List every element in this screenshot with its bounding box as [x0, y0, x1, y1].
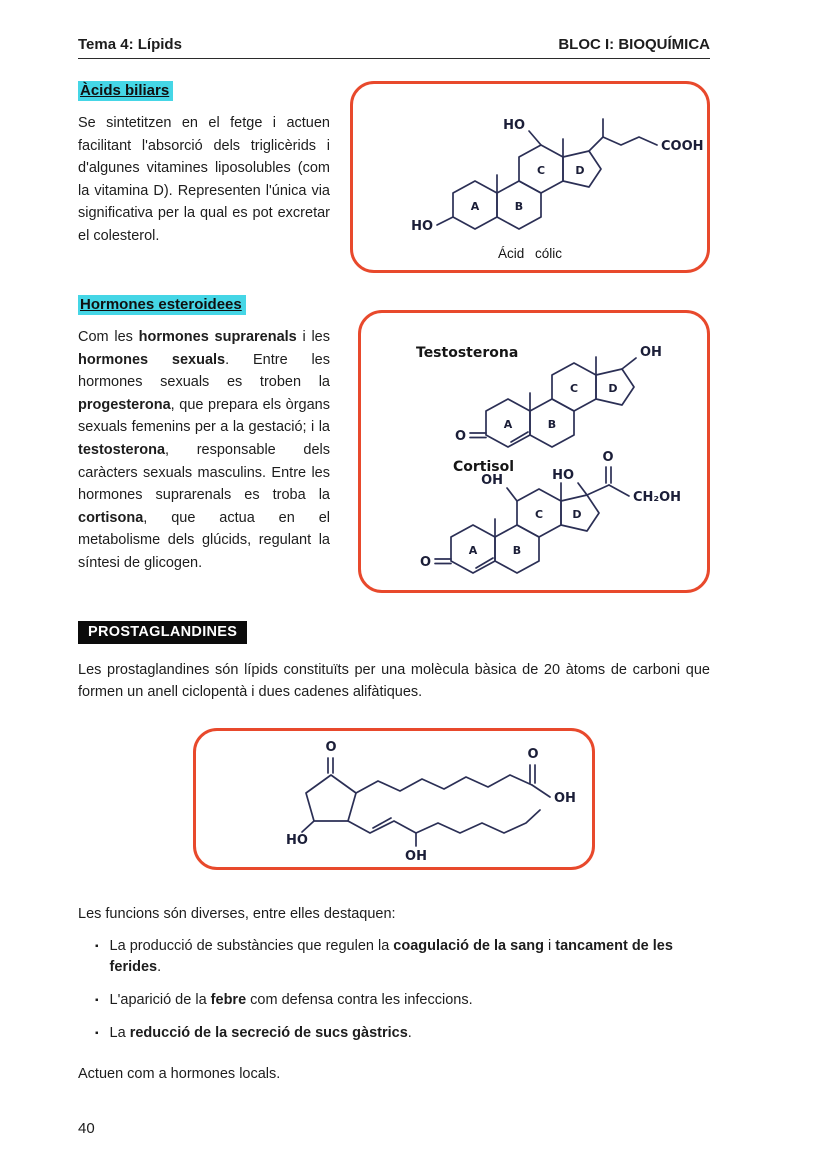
- acids-biliars-text-column: [78, 81, 330, 248]
- testosterone-ring-c-label: C: [569, 382, 579, 395]
- cyclopentane-ring: [306, 775, 356, 821]
- ho-top-bond: [529, 131, 541, 145]
- carboxyl-oh-bond: [532, 785, 550, 797]
- cortisol-ring-c-label: C: [534, 508, 544, 521]
- bullet-icon: ▪: [95, 940, 99, 952]
- list-item: [95, 936, 710, 978]
- ho-bottom-label: HO: [411, 219, 433, 234]
- list-item: [95, 990, 710, 1011]
- bullet-icon: ▪: [95, 994, 99, 1006]
- cortisol-name-label: Cortisol: [453, 459, 515, 475]
- cortisol-oh11-bond: [507, 488, 517, 501]
- functions-list: [78, 936, 710, 1044]
- ring-d-label: D: [575, 164, 585, 177]
- side-chain: [589, 137, 657, 151]
- closing-paragraph: Actuen com a hormones locals.: [78, 1065, 281, 1082]
- hormones-text-column: [78, 295, 330, 575]
- testosterone-oh-label: OH: [640, 345, 662, 360]
- section-acids-biliars: [78, 81, 710, 273]
- figure-prostaglandin: [193, 728, 595, 870]
- testosterona-name-label: Testosterona: [416, 345, 519, 361]
- cortisol-ring-b-label: B: [512, 544, 522, 557]
- ring-b-label: B: [514, 200, 524, 213]
- testosterone-oh-bond: [622, 358, 636, 369]
- prostaglandines-intro: Les prostaglandines són lípids constituïts per una molècula bàsica de 20 àtoms de carboni que formen un anell ciclopentà i dues cadenes alifàtiques.: [78, 662, 710, 700]
- cortisol-carbonyl-bond: [587, 485, 609, 495]
- prostaglandines-heading: PROSTAGLANDINES: [78, 621, 247, 644]
- cortisol-o-top-label: O: [602, 450, 614, 465]
- testosterone-ring-b-label: B: [547, 418, 557, 431]
- ring-ho-label: HO: [286, 832, 308, 848]
- header-right-title: BLOC I: BIOQUÍMICA: [558, 36, 710, 53]
- bullet-text: La producció de substàncies que regulen la coagulació de la sang i tancament de les ferides.: [109, 937, 673, 975]
- section-prostaglandines: [78, 593, 710, 1082]
- testosterone-ring-d-label: D: [608, 382, 618, 395]
- cortisol-ch2oh-bond: [609, 485, 629, 496]
- testosterone-ring-a-label: A: [503, 418, 513, 431]
- cortisol-ring-a-label: A: [468, 544, 478, 557]
- ring-c-label: C: [536, 164, 546, 177]
- carboxyl-oh-label: OH: [554, 790, 576, 806]
- cortisol-ring-d-label: D: [572, 508, 582, 521]
- functions-intro: Les funcions són diverses, entre elles destaquen:: [78, 905, 396, 922]
- carboxyl-o-label: O: [527, 746, 539, 762]
- cholic-acid-caption: Ácid cólic: [497, 246, 563, 261]
- upper-chain: [356, 775, 532, 793]
- ring-ho-bond: [302, 821, 314, 832]
- chain-oh-label: OH: [405, 848, 427, 864]
- page-header: [78, 36, 710, 59]
- acids-biliars-heading: Àcids biliars: [78, 81, 173, 101]
- bullet-text: La reducció de la secreció de sucs gàstrics.: [109, 1024, 412, 1041]
- cortisol-ho17-label: HO: [552, 468, 574, 483]
- prostaglandin-structure: [196, 731, 592, 867]
- list-item: [95, 1023, 710, 1044]
- cooh-label: COOH: [661, 139, 704, 154]
- cortisol-oh11-label: OH: [481, 473, 503, 488]
- acids-biliars-paragraph: Se sintetitzen en el fetge i actuen facilitant l'absorció dels triglicèrids i d'algunes vitamines liposolubles (com la vitamina D). Representen l'única via significativa per la qual es pot excretar el colesterol.: [78, 115, 330, 245]
- lower-chain: [348, 810, 540, 833]
- figure-steroid-hormones: [358, 310, 710, 593]
- ring-a-label: A: [470, 200, 480, 213]
- cortisol-ch2oh-label: CH₂OH: [633, 490, 682, 505]
- ho-bottom-bond: [437, 217, 453, 225]
- ho-top-label: HO: [503, 118, 525, 133]
- cortisol-o-left-label: O: [419, 555, 431, 570]
- cholic-acid-structure: [353, 89, 707, 239]
- steroid-hormones-structures: [361, 313, 707, 590]
- bullet-text: L'aparició de la febre com defensa contra les infeccions.: [109, 991, 473, 1008]
- figure-cholic-acid: [350, 81, 710, 273]
- hormones-heading: Hormones esteroidees: [78, 295, 246, 315]
- header-left-title: Tema 4: Lípids: [78, 36, 182, 53]
- hormones-paragraph: Com les hormones suprarenals i les hormones sexuals. Entre les hormones sexuals es troben la progesterona, que prepara els òrgans sexuals femenins per a la gestació; i la testosterona, responsable dels caràcters sexuals masculins. Entre les hormones suprarenals es troba la cortisona, que actua en el metabolisme dels glúcids, regulant la síntesi de glicogen.: [78, 329, 330, 572]
- section-hormones-esteroidees: [78, 295, 710, 593]
- page-number: 40: [78, 1120, 95, 1137]
- ring-o-label: O: [325, 739, 337, 755]
- cortisol-ho17-bond: [578, 483, 587, 495]
- testosterone-o-label: O: [454, 429, 466, 444]
- bullet-icon: ▪: [95, 1027, 99, 1039]
